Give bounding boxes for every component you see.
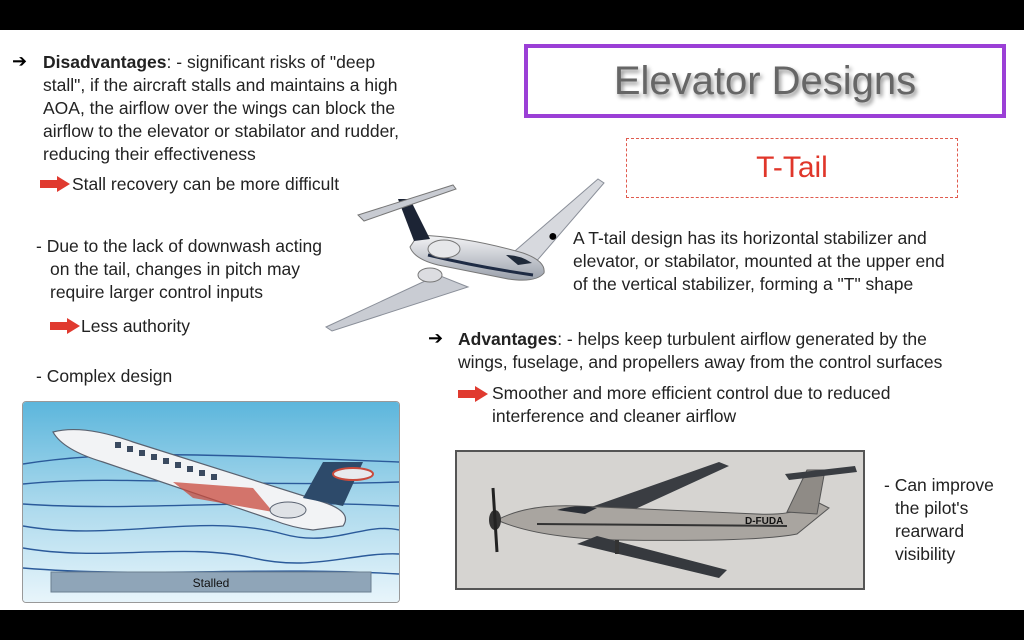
less-authority-text: Less authority (81, 316, 190, 336)
visibility-line: rearward (895, 521, 965, 541)
definition-line: A T-tail design has its horizontal stabilizer and (573, 228, 927, 248)
downwash-line: - Due to the lack of downwash acting (36, 236, 322, 256)
red-arrow-icon (458, 386, 488, 402)
visibility-text (884, 474, 1014, 566)
right-arrow-icon: ➔ (12, 51, 28, 71)
complex-design-text: - Complex design (36, 366, 173, 386)
turboprop-aircraft-illustration (457, 452, 863, 588)
bullet-icon: ● (548, 228, 558, 245)
jet-aircraft-image (318, 175, 608, 335)
stalled-diagram (22, 401, 400, 603)
red-arrow-icon (40, 176, 70, 192)
definition-line: of the vertical stabilizer, forming a "T" shape (573, 274, 914, 294)
page-title: Elevator Designs (613, 58, 917, 103)
visibility-line: visibility (895, 544, 956, 564)
red-arrow-icon (50, 318, 80, 334)
smoother-control-line: interference and cleaner airflow (492, 406, 737, 426)
stall-recovery-text: Stall recovery can be more difficult (72, 174, 340, 194)
disadvantages-line: reducing their effectiveness (43, 144, 256, 164)
aircraft-photo (455, 450, 865, 590)
visibility-line: the pilot's (895, 498, 969, 518)
right-arrow-icon: ➔ (428, 328, 444, 348)
downwash-line: require larger control inputs (50, 282, 264, 302)
disadvantages-text (43, 51, 463, 166)
slide (0, 30, 1024, 610)
disadvantages-line: AOA, the airflow over the wings can block the (43, 98, 396, 118)
subtitle-box (626, 138, 958, 198)
definition-line: elevator, or stabilator, mounted at the upper end (573, 251, 945, 271)
aircraft-registration: D-FUDA (745, 516, 784, 527)
smoother-control-text (492, 382, 1012, 428)
downwash-line: on the tail, changes in pitch may (50, 259, 301, 279)
definition-text (573, 227, 1003, 296)
disadvantages-line: stall", if the aircraft stalls and maintains a high (43, 75, 398, 95)
smoother-control-line: Smoother and more efficient control due to reduced (492, 383, 891, 403)
disadvantages-line: airflow to the elevator or stabilator and rudder, (43, 121, 400, 141)
stalled-label: Stalled (192, 576, 230, 590)
subtitle: T-Tail (756, 151, 828, 184)
advantages-line: wings, fuselage, and propellers away from the control surfaces (458, 352, 943, 372)
advantages-line: : - helps keep turbulent airflow generated by the (557, 329, 927, 349)
visibility-line: - Can improve (884, 475, 994, 495)
title-box (524, 44, 1006, 118)
stalled-airflow-illustration (23, 402, 399, 602)
advantages-heading: Advantages (458, 329, 558, 349)
disadvantages-line: : - significant risks of "deep (166, 52, 376, 72)
disadvantages-heading: Disadvantages (43, 52, 167, 72)
advantages-text (458, 328, 1018, 374)
